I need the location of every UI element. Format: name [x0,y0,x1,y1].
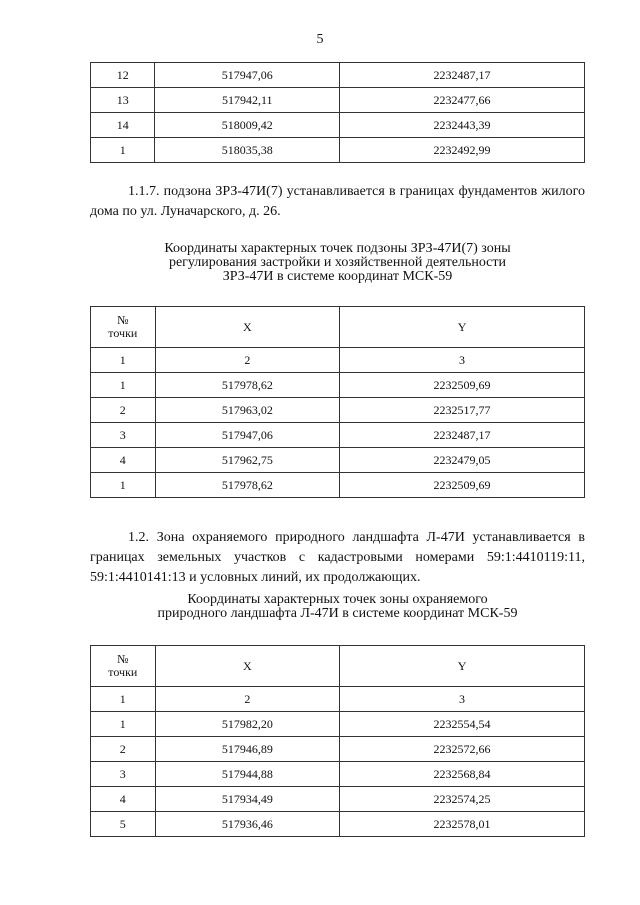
x-coordinate: 517944,88 [155,762,340,787]
y-coordinate: 2232578,01 [340,812,585,837]
header-points-label: точки [108,665,138,679]
y-coordinate: 2232509,69 [340,473,585,498]
column-index: 1 [91,348,156,373]
point-number: 1 [91,473,156,498]
x-coordinate: 517936,46 [155,812,340,837]
table-row [91,373,585,398]
table-row [91,712,585,737]
x-coordinate: 517962,75 [155,448,340,473]
y-coordinate: 2232443,39 [340,113,585,138]
y-coordinate: 2232574,25 [340,787,585,812]
point-number: 14 [91,113,155,138]
point-number: 1 [91,138,155,163]
table-row [91,812,585,837]
point-number-header [91,646,156,687]
x-coordinate: 517963,02 [155,398,340,423]
point-number: 1 [91,712,156,737]
caption-line: Координаты характерных точек подзоны ЗРЗ-47И(7) зоны [164,241,511,256]
table-index-row [91,687,585,712]
x-coordinate: 518009,42 [155,113,340,138]
table-row [91,63,585,88]
point-number: 2 [91,398,156,423]
point-number: 4 [91,448,156,473]
table-row [91,762,585,787]
x-coordinate: 517978,62 [155,473,340,498]
table-header-row [91,307,585,348]
table-row [91,113,585,138]
y-coordinate: 2232509,69 [340,373,585,398]
y-coordinate: 2232492,99 [340,138,585,163]
point-number: 12 [91,63,155,88]
header-number-sign: № [117,652,129,666]
page-number: 5 [316,32,324,47]
table-2-caption [90,593,585,621]
column-index: 2 [155,687,340,712]
table-row [91,398,585,423]
x-header: X [155,307,340,348]
y-coordinate: 2232572,66 [340,737,585,762]
column-index: 3 [340,348,585,373]
table-index-row [91,348,585,373]
point-number: 3 [91,762,156,787]
table-row [91,448,585,473]
table-row [91,473,585,498]
point-number: 3 [91,423,156,448]
y-coordinate: 2232487,17 [340,423,585,448]
x-coordinate: 517946,89 [155,737,340,762]
y-header: Y [340,307,585,348]
y-coordinate: 2232568,84 [340,762,585,787]
y-header: Y [340,646,585,687]
caption-line: природного ландшафта Л-47И в системе координат МСК-59 [157,606,518,621]
x-coordinate: 517947,06 [155,423,340,448]
point-number: 2 [91,737,156,762]
point-number: 1 [91,373,156,398]
column-index: 3 [340,687,585,712]
l-47i-coordinates-table [90,645,585,837]
table-1-caption [90,242,585,284]
table-row [91,737,585,762]
x-coordinate: 518035,38 [155,138,340,163]
y-coordinate: 2232517,77 [340,398,585,423]
top-coordinates-table [90,62,585,163]
table-row [91,787,585,812]
caption-line: Координаты характерных точек зоны охраняемого [187,592,488,607]
point-number: 4 [91,787,156,812]
table-row [91,423,585,448]
table-row [91,88,585,113]
zrz-47i7-coordinates-table [90,306,585,498]
x-coordinate: 517978,62 [155,373,340,398]
column-index: 1 [91,687,156,712]
table-row [91,138,585,163]
point-number: 13 [91,88,155,113]
y-coordinate: 2232487,17 [340,63,585,88]
caption-line: регулирования застройки и хозяйственной деятельности [168,255,507,270]
x-coordinate: 517982,20 [155,712,340,737]
caption-line: ЗРЗ-47И в системе координат МСК-59 [222,269,453,284]
section-1-2-paragraph: 1.2. Зона охраняемого природного ландшафта Л-47И устанавливается в границах земельных участков с кадастровыми номерами 59:1:4410119:11, 59:1:4410141:13 и условных линий, их продолжающих. [90,530,585,585]
header-number-sign: № [117,313,129,327]
x-coordinate: 517947,06 [155,63,340,88]
x-coordinate: 517942,11 [155,88,340,113]
table-header-row [91,646,585,687]
point-number-header [91,307,156,348]
y-coordinate: 2232479,05 [340,448,585,473]
x-header: X [155,646,340,687]
section-1-1-7-paragraph: 1.1.7. подзона ЗРЗ-47И(7) устанавливается в границах фундаментов жилого дома по ул. Луначарского, д. 26. [90,184,585,219]
y-coordinate: 2232554,54 [340,712,585,737]
x-coordinate: 517934,49 [155,787,340,812]
header-points-label: точки [108,326,138,340]
column-index: 2 [155,348,340,373]
y-coordinate: 2232477,66 [340,88,585,113]
point-number: 5 [91,812,156,837]
